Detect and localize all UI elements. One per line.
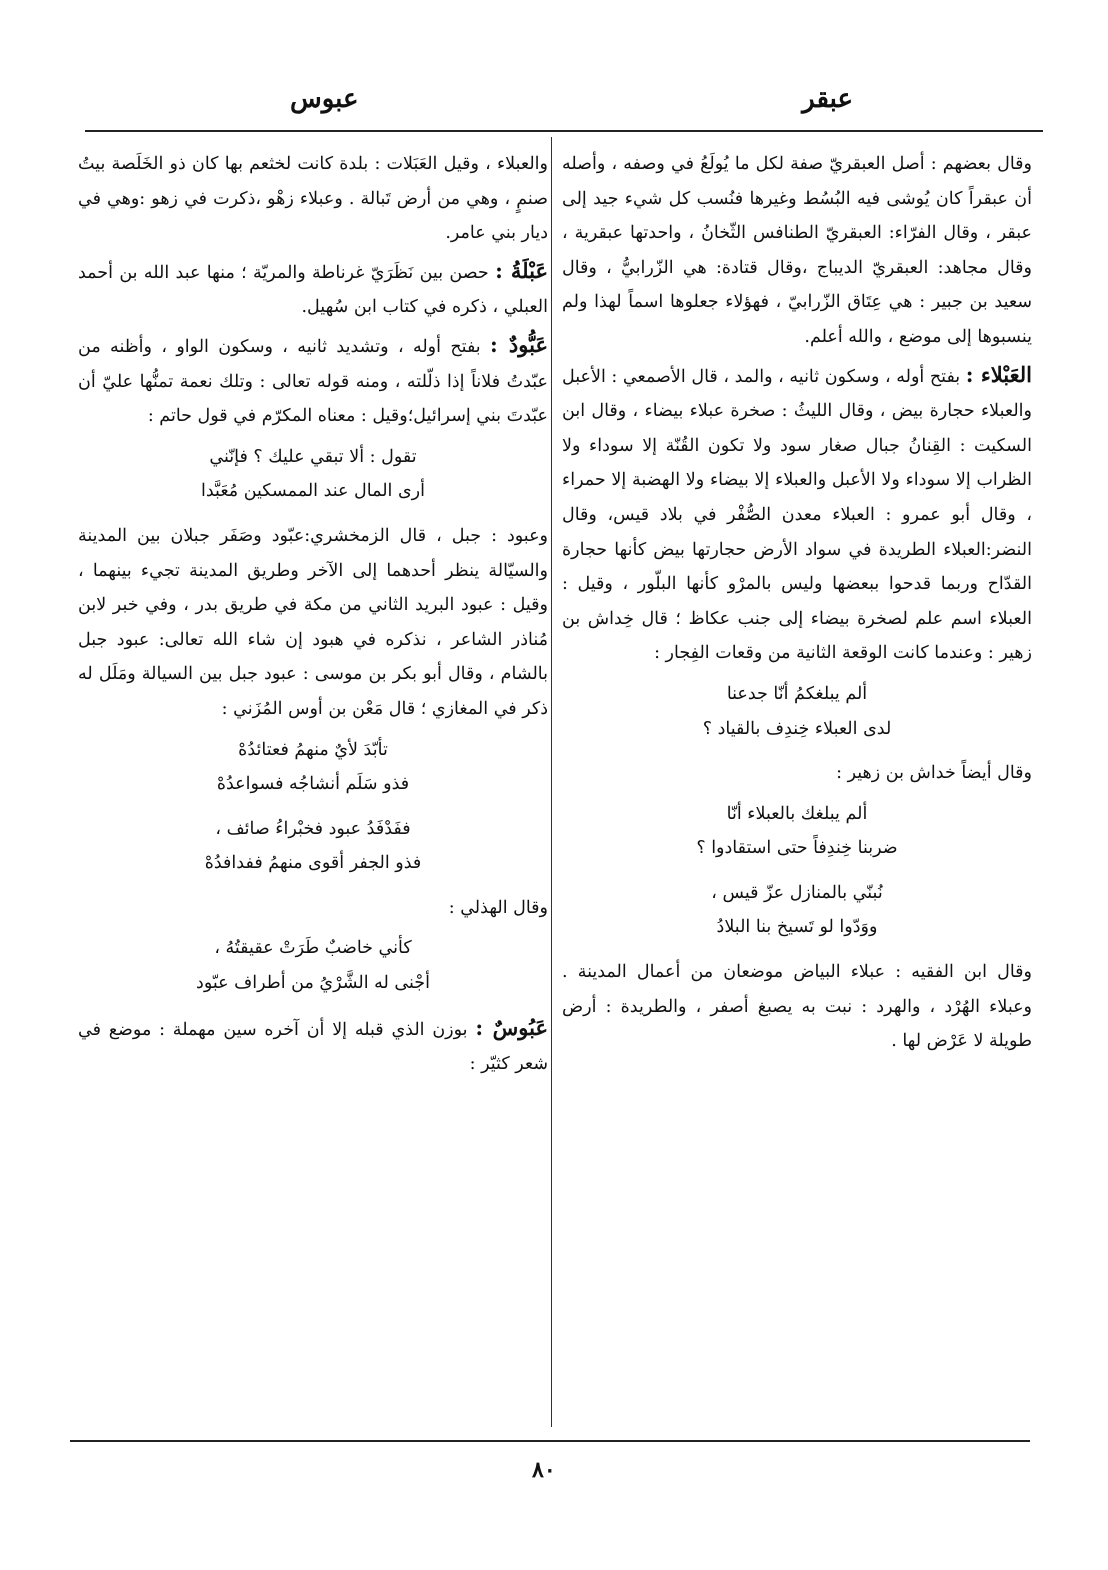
entry-abbud [78, 328, 548, 434]
verse-line: لدى العبلاء خِندِف بالقياد ؟ [702, 718, 892, 739]
left-column [78, 147, 548, 1085]
footer-rule [70, 1440, 1030, 1442]
entry-abla-town [78, 254, 548, 325]
page-number: ٨٠ [532, 1457, 556, 1483]
entry-abla [562, 358, 1032, 671]
verse-line: تأبّدَ لأيٌ منهمُ فعتائدُهْ [238, 739, 388, 760]
verse-line: ضربنا خِندِفاً حتى استقادوا ؟ [696, 838, 898, 859]
verse-line: ألم يبلغكمُ أنّا جدعنا [726, 683, 868, 704]
paragraph: وعبود : جبل ، قال الزمخشري:عبّود وصَفَر جبلان بين المدينة والسيّالة ينظر أحدهما إلى الآخر وطريق المدينة تجيء بينهما ، وقيل : عبود البريد الثاني من مكة في طريق بدر ، وفي خبر لابن مُناذر الشاعر ، نذكره في هبود إن شاء الله تعالى: عبود جبل بالشام ، وقال أبو بكر بن موسى : عبود جبل بين السيالة ومَلَل له ذكر في المغازي ؛ قال مَعْن بن أوس المُزَني : [78, 525, 548, 719]
running-header-left: عبوس [290, 84, 359, 114]
verse-line: فذو سَلَم أنشاجُه فسواعدُهْ [216, 774, 410, 795]
verse-line: ووَدّوا لو تَسيخ بنا البلادُ [716, 917, 878, 938]
paragraph: وقال الهذلي : [448, 897, 548, 918]
verse [78, 931, 548, 1000]
verse-line: ففَدْفَدُ عبود فخبْراءُ صائف ، [215, 818, 411, 839]
verse-line: تقول : ألا تبقي عليك ؟ فإنّني [209, 446, 417, 467]
paragraph: وقال أيضاً خداش بن زهير : [836, 763, 1032, 784]
verse-line: أجْنى له الشَّرْيُ من أطراف عبّود [196, 973, 430, 994]
verse [78, 440, 548, 509]
entry-text: بفتح أوله ، وتشديد ثانيه ، وسكون الواو ، وأظنه من عبّدتُ فلاناً إذا ذلّلته ، ومنه قوله تعالى : وتلك نعمة تمنُّها عليّ أن عبّدتَ بني إسرائيل؛وقيل : معناه المكرّم في قول حاتم : [78, 336, 548, 427]
paragraph: وقال ابن الفقيه : عبلاء البياض موضعان من أعمال المدينة . وعبلاء الهُرْد ، والهرد : نبت به يصبغ أصفر ، والطريدة : أرض طويلة لا عَرْض لها . [562, 962, 1032, 1052]
entry-headword: عَبُّودٌ : [490, 331, 548, 357]
entry-text: بوزن الذي قبله إلا أن آخره سين مهملة : موضع في شعر كثيّر : [78, 1019, 548, 1075]
verse-line: نُبنّي بالمنازل عزّ قيس ، [711, 882, 883, 903]
verse [562, 876, 1032, 945]
header-rule [85, 130, 1043, 132]
entry-abus [78, 1011, 548, 1082]
paragraph: وقال بعضهم : أصل العبقريّ صفة لكل ما يُولَعُ في وصفه ، وأصله أن عبقراً كان يُوشى فيه البُسُط وغيرها فنُسب كل شيء جيد إلى عبقر ، وقال الفرّاء: العبقريّ الطنافس الثّخانُ ، واحدتها عبقرية ، وقال مجاهد: العبقريّ الديباج ،وقال قتادة: هي الزّرابيُّ ، وقال سعيد بن جبير : هي عِتَاق الزّرابيّ ، فهؤلاء جعلوها اسماً لهذا ولم ينسبوها إلى موضع ، والله أعلم. [562, 154, 1032, 347]
right-column [562, 147, 1032, 1062]
entry-text: حصن بين نَظَرَيّ غرناطة والمريّة ؛ منها عبد الله بن أحمد العبلي ، ذكره في كتاب ابن سُهيل. [78, 262, 548, 318]
verse-line: أرى المال عند الممسكين مُعَبَّدا [201, 481, 425, 502]
entry-headword: عَبُوسٌ : [475, 1014, 548, 1040]
verse-line: فذو الجفر أقوى منهمُ ففدافدُهْ [204, 853, 422, 874]
verse [78, 733, 548, 802]
verse [78, 812, 548, 881]
verse [562, 797, 1032, 866]
verse-line: كأني خاضبٌ طَرَتْ عقيقتُهُ ، [214, 938, 412, 959]
verse-line: ألم يبلغك بالعبلاء أنّا [726, 803, 868, 824]
paragraph: والعبلاء ، وقيل العَبَلات : بلدة كانت لخثعم بها كان ذو الخَلَصة بيتُ صنمٍ ، وهي من أرض تَبالة . وعبلاء زهْو ،ذكرت في زهو :وهي في ديار بني عامر. [78, 154, 548, 244]
column-divider [551, 137, 552, 1427]
entry-text: بفتح أوله ، وسكون ثانيه ، والمد ، قال الأصمعي : الأعبل والعبلاء حجارة بيض ، وقال الليثُ : صخرة عبلاء بيضاء ، وقال ابن السكيت : القِنانُ جبال صغار سود ولا تكون القُنّة إلا سوداء ولا الظراب إلا سوداء ولا الأعبل والعبلاء إلا بيضاء ولا الهضبة إلا حمراء ، وقال أبو عمرو : العبلاء معدن الصُّفْر في بلاد قيس، وقال النضر:العبلاء الطريدة في سواد الأرض حجارتها بيض كأنها حجارة القدّاح وربما قدحوا ببعضها وليس بالمرْو كأنها البلّور ، وقيل : العبلاء اسم علم لصخرة بيضاء إلى جنب عكاظ ؛ قال خِداش بن زهير : وعندما كانت الوقعة الثانية من وقعات الفِجار : [562, 366, 1032, 664]
verse [562, 677, 1032, 746]
running-header-right: عبقر [802, 84, 853, 114]
entry-headword: العَبْلاء : [965, 361, 1033, 387]
entry-headword: عَبْلَةُ : [495, 257, 548, 283]
